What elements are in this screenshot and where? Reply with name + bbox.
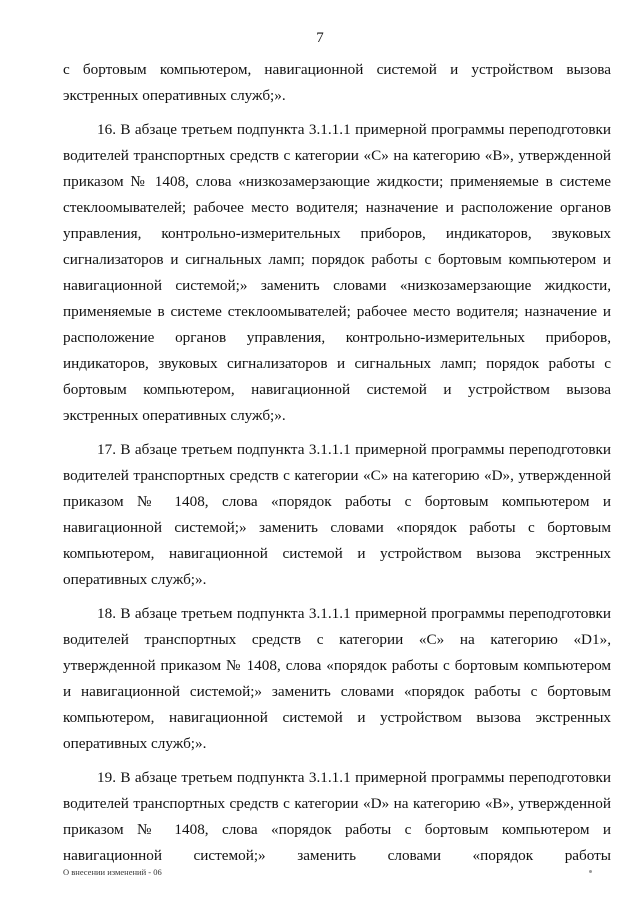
page-number: 7 (316, 30, 324, 46)
paragraph-item-17: 17. В абзаце третьем подпункта 3.1.1.1 примерной программы переподготовки водителей транспортных средств с категории «С» на категорию «D», утвержденной приказом № 1408, слова «порядок работы с бортовым компьютером и навигационной системой;» заменить словами «порядок работы с бортовым компьютером, навигационной системой и устройством вызова экстренных оперативных служб;». (63, 441, 611, 588)
scan-speck (589, 870, 592, 873)
paragraph-item-19: 19. В абзаце третьем подпункта 3.1.1.1 примерной программы переподготовки водителей транспортных средств с категории «D» на категорию «В», утвержденной приказом № 1408, слова «порядок работы с бортовым компьютером и навигационной системой;» заменить словами «порядок работы (63, 769, 611, 864)
document-body (63, 57, 611, 877)
paragraph-continuation: с бортовым компьютером, навигационной системой и устройством вызова экстренных оперативных служб;». (63, 61, 611, 104)
paragraph-item-16: 16. В абзаце третьем подпункта 3.1.1.1 примерной программы переподготовки водителей транспортных средств с категории «С» на категорию «В», утвержденной приказом № 1408, слова «низкозамерзающие жидкости; применяемые в системе стеклоомывателей; рабочее место водителя; назначение и расположение органов управления, контрольно-измерительных приборов, индикаторов, звуковых сигнализаторов и сигнальных ламп; порядок работы с бортовым компьютером и навигационной системой;» заменить словами «низкозамерзающие жидкости, применяемые в системе стеклоомывателей; рабочее место водителя; назначение и расположение органов управления, контрольно-измерительных приборов, индикаторов, звуковых сигнализаторов и сигнальных ламп; порядок работы с бортовым компьютером, навигационной системой и устройством вызова экстренных оперативных служб;». (63, 121, 611, 424)
footer-document-label: О внесении изменений - 06 (63, 867, 162, 877)
paragraph-item-18: 18. В абзаце третьем подпункта 3.1.1.1 примерной программы переподготовки водителей транспортных средств с категории «С» на категорию «D1», утвержденной приказом № 1408, слова «порядок работы с бортовым компьютером и навигационной системой;» заменить словами «порядок работы с бортовым компьютером, навигационной системой и устройством вызова экстренных оперативных служб;». (63, 605, 611, 752)
